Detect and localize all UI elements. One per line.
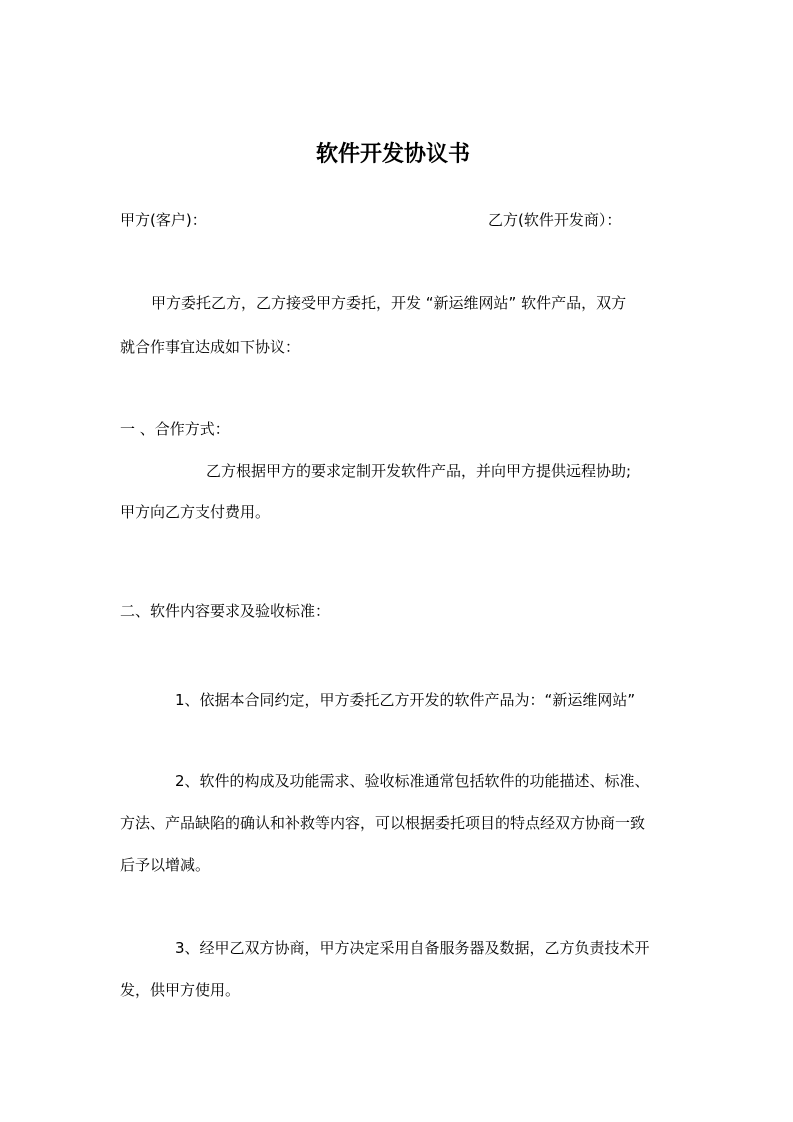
section-1-line-2: 甲方向乙方支付费用。 — [120, 503, 271, 521]
item-1-line-1: 1、依据本合同约定，甲方委托乙方开发的软件产品为：“新运维网站” — [175, 691, 636, 709]
section-1-heading: 一 、合作方式： — [120, 420, 230, 438]
section-2-heading: 二、软件内容要求及验收标准： — [120, 602, 331, 620]
item-3-line-1: 3、经甲乙双方协商，甲方决定采用自备服务器及数据，乙方负责技术开 — [175, 939, 650, 957]
intro-line-2: 就合作事宜达成如下协议： — [120, 338, 301, 356]
section-1-line-1: 乙方根据甲方的要求定制开发软件产品，并向甲方提供远程协助; — [206, 462, 632, 480]
item-2-line-1: 2、软件的构成及功能需求、验收标准通常包括软件的功能描述、标准、 — [175, 772, 650, 790]
item-2-line-3: 后予以增减。 — [120, 856, 211, 874]
party-a-label: 甲方(客户)： — [120, 211, 207, 229]
document-title: 软件开发协议书 — [316, 141, 471, 167]
item-3-line-2: 发，供甲方使用。 — [120, 981, 241, 999]
party-b-label: 乙方(软件开发商）： — [488, 211, 622, 229]
item-2-line-2: 方法、产品缺陷的确认和补救等内容，可以根据委托项目的特点经双方协商一致 — [120, 814, 646, 832]
intro-line-1: 甲方委托乙方，乙方接受甲方委托，开发 “新运维网站” 软件产品，双方 — [151, 294, 627, 312]
